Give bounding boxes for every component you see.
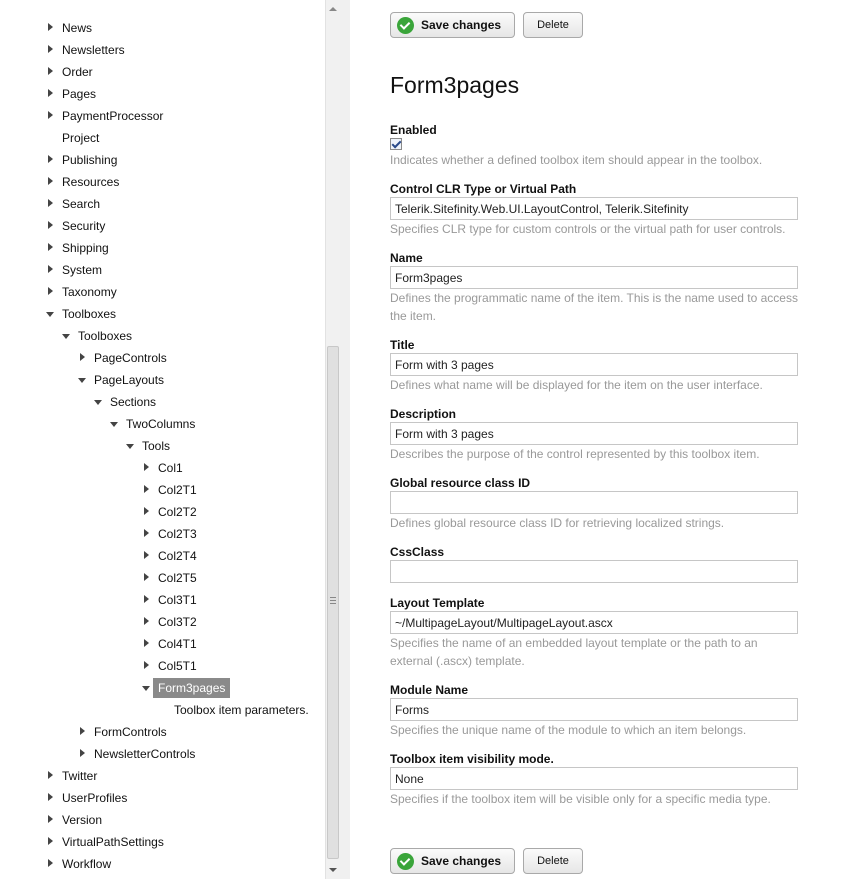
collapsed-arrow-icon[interactable] [141,479,153,501]
clr-type-description: Specifies CLR type for custom controls or the virtual path for user controls. [390,222,786,236]
tree-node-label[interactable]: Pages [62,87,97,101]
collapsed-arrow-icon[interactable] [141,501,153,523]
collapsed-arrow-icon[interactable] [45,831,57,853]
collapsed-arrow-icon[interactable] [45,17,57,39]
tree-node[interactable] [0,523,325,545]
collapsed-arrow-icon[interactable] [141,633,153,655]
tree-node-label[interactable]: Order [62,65,93,79]
description-input[interactable] [390,422,798,445]
name-description: Defines the programmatic name of the item. This is the name used to access the item. [390,291,798,323]
tree-node[interactable] [0,127,325,149]
tree-node-label[interactable]: Search [62,197,101,211]
enabled-label: Enabled [390,123,437,137]
tree-node[interactable] [0,831,325,853]
page-title: Form3pages [390,72,520,98]
tree-node-label[interactable]: Twitter [62,769,98,783]
tree-node[interactable] [0,391,325,413]
expanded-arrow-icon[interactable] [61,325,73,347]
collapsed-arrow-icon[interactable] [45,39,57,61]
expanded-arrow-icon[interactable] [77,369,89,391]
tree-node-label[interactable]: VirtualPathSettings [62,835,164,849]
tree-node-label[interactable]: PageControls [94,351,167,365]
tree-node[interactable] [0,567,325,589]
tree-node[interactable] [0,677,325,699]
expanded-arrow-icon[interactable] [45,303,57,325]
collapsed-arrow-icon[interactable] [45,215,57,237]
expanded-arrow-icon[interactable] [93,391,105,413]
tree-node-label[interactable]: Publishing [62,153,118,167]
layout-template-label: Layout Template [390,596,485,610]
title-description: Defines what name will be displayed for the item on the user interface. [390,378,763,392]
tree-node-label[interactable]: Col2T5 [158,571,197,585]
toolbox-item-form [350,0,850,879]
check-icon [397,853,414,870]
tree-node-label[interactable]: Col1 [158,461,183,475]
tree-node-label[interactable]: Col2T3 [158,527,197,541]
tree-node-label[interactable]: Toolboxes [78,329,133,343]
expanded-arrow-icon[interactable] [141,677,153,699]
tree-node-label[interactable]: Shipping [62,241,109,255]
description-description: Describes the purpose of the control represented by this toolbox item. [390,447,760,461]
tree-node-label[interactable]: Taxonomy [62,285,117,299]
tree-node[interactable] [0,545,325,567]
collapsed-arrow-icon[interactable] [45,105,57,127]
tree-node-label[interactable]: PaymentProcessor [62,109,164,123]
tree-node-label[interactable]: System [62,263,103,277]
collapsed-arrow-icon[interactable] [45,237,57,259]
collapsed-arrow-icon[interactable] [77,347,89,369]
tree-node[interactable] [0,633,325,655]
enabled-checkbox[interactable] [390,138,402,150]
collapsed-arrow-icon[interactable] [141,523,153,545]
tree-node[interactable] [0,479,325,501]
scroll-up-arrow-icon[interactable] [326,0,340,17]
tree-node-label[interactable]: Col2T4 [158,549,197,563]
tree-node[interactable] [0,721,325,743]
tree-node-label[interactable]: Col4T1 [158,637,197,651]
collapsed-arrow-icon[interactable] [141,611,153,633]
collapsed-arrow-icon[interactable] [45,149,57,171]
collapsed-arrow-icon[interactable] [141,567,153,589]
tree-node-label[interactable]: PageLayouts [94,373,165,387]
tree-node-label[interactable]: Project [62,131,100,145]
collapsed-arrow-icon[interactable] [141,655,153,677]
css-class-input[interactable] [390,560,798,583]
tree-node-label[interactable]: Sections [110,395,157,409]
collapsed-arrow-icon[interactable] [141,589,153,611]
visibility-mode-label: Toolbox item visibility mode. [390,752,554,766]
save-button-label: Save changes [421,18,502,32]
tree-node-label[interactable]: News [62,21,93,35]
tree-node-label-selected[interactable]: Form3pages [153,678,230,698]
tree-node[interactable] [0,193,325,215]
collapsed-arrow-icon[interactable] [77,743,89,765]
check-icon [397,17,414,34]
layout-template-input[interactable] [390,611,798,634]
scroll-down-arrow-icon[interactable] [326,862,340,879]
collapsed-arrow-icon[interactable] [45,171,57,193]
tree-node-label[interactable]: Resources [62,175,120,189]
enabled-description: Indicates whether a defined toolbox item should appear in the toolbox. [390,153,763,167]
collapsed-arrow-icon[interactable] [45,281,57,303]
tree-node-label[interactable]: Col2T1 [158,483,197,497]
tree-node-label[interactable]: TwoColumns [126,417,196,431]
collapsed-arrow-icon[interactable] [141,457,153,479]
tree-scrollbar[interactable] [325,0,340,879]
collapsed-arrow-icon[interactable] [45,809,57,831]
collapsed-arrow-icon[interactable] [45,193,57,215]
tree-node-label[interactable]: Newsletters [62,43,125,57]
expanded-arrow-icon[interactable] [109,413,121,435]
tree-node[interactable] [0,589,325,611]
tree-node-label[interactable]: Col5T1 [158,659,197,673]
tree-node[interactable] [0,809,325,831]
tree-node[interactable] [0,39,325,61]
css-class-label: CssClass [390,545,445,559]
collapsed-arrow-icon[interactable] [45,787,57,809]
tree-node[interactable] [0,105,325,127]
tree-node[interactable] [0,281,325,303]
collapsed-arrow-icon[interactable] [77,721,89,743]
tree-node-label[interactable]: NewsletterControls [94,747,196,761]
module-name-label: Module Name [390,683,469,697]
layout-template-description: Specifies the name of an embedded layout template or the path to an external (.ascx) template. [390,636,758,668]
tree-node[interactable] [0,215,325,237]
tree-node[interactable] [0,413,325,435]
name-input[interactable] [390,266,798,289]
visibility-mode-description: Specifies if the toolbox item will be visible only for a specific media type. [390,792,771,806]
tree-node[interactable] [0,83,325,105]
tree-node[interactable] [0,655,325,677]
tree-node[interactable] [0,435,325,457]
tree-node-label[interactable]: Workflow [62,857,112,871]
settings-tree [0,17,325,875]
tree-node[interactable] [0,369,325,391]
delete-button-top[interactable]: Delete [523,12,583,38]
save-changes-button-top[interactable] [390,12,515,38]
tree-node-label[interactable]: Version [62,813,103,827]
module-name-input[interactable] [390,698,798,721]
tree-node[interactable] [0,303,325,325]
clr-type-label: Control CLR Type or Virtual Path [390,182,577,196]
collapsed-arrow-icon[interactable] [45,61,57,83]
tree-node[interactable] [0,765,325,787]
collapsed-arrow-icon[interactable] [45,259,57,281]
save-changes-button-bottom[interactable] [390,848,515,874]
name-label: Name [390,251,423,265]
settings-tree-panel [0,0,340,879]
scrollbar-grip-icon [330,597,336,604]
collapsed-arrow-icon[interactable] [45,765,57,787]
resource-class-label: Global resource class ID [390,476,531,490]
clr-type-input[interactable] [390,197,798,220]
tree-node[interactable] [0,853,325,875]
tree-node[interactable] [0,61,325,83]
tree-node[interactable] [0,787,325,809]
tree-node[interactable] [0,325,325,347]
tree-node[interactable] [0,347,325,369]
tree-node-label[interactable]: Security [62,219,106,233]
collapsed-arrow-icon[interactable] [45,83,57,105]
tree-node-label[interactable]: Col3T1 [158,593,197,607]
title-label: Title [390,338,415,352]
tree-node-label[interactable]: UserProfiles [62,791,128,805]
description-label: Description [390,407,457,421]
panel-divider[interactable] [340,0,350,879]
tree-node-label[interactable]: Tools [142,439,171,453]
tree-node-label[interactable]: Toolbox item parameters. [174,703,309,717]
collapsed-arrow-icon[interactable] [45,853,57,875]
visibility-mode-input[interactable] [390,767,798,790]
tree-node[interactable] [0,237,325,259]
resource-class-input[interactable] [390,491,798,514]
save-button-label: Save changes [421,854,502,868]
tree-node-label[interactable]: FormControls [94,725,167,739]
tree-node[interactable] [0,259,325,281]
tree-node-label[interactable]: Toolboxes [62,307,117,321]
module-name-description: Specifies the unique name of the module to which an item belongs. [390,723,747,737]
title-input[interactable] [390,353,798,376]
tree-node[interactable] [0,501,325,523]
tree-node[interactable] [0,743,325,765]
tree-node[interactable] [0,611,325,633]
expanded-arrow-icon[interactable] [125,435,137,457]
tree-node[interactable] [0,699,325,721]
delete-button-bottom[interactable]: Delete [523,848,583,874]
tree-node-label[interactable]: Col3T2 [158,615,197,629]
tree-node[interactable] [0,149,325,171]
collapsed-arrow-icon[interactable] [141,545,153,567]
tree-node[interactable] [0,17,325,39]
scrollbar-thumb[interactable] [327,346,339,859]
tree-node[interactable] [0,171,325,193]
tree-node[interactable] [0,457,325,479]
tree-node-label[interactable]: Col2T2 [158,505,197,519]
resource-class-description: Defines global resource class ID for retrieving localized strings. [390,516,725,530]
